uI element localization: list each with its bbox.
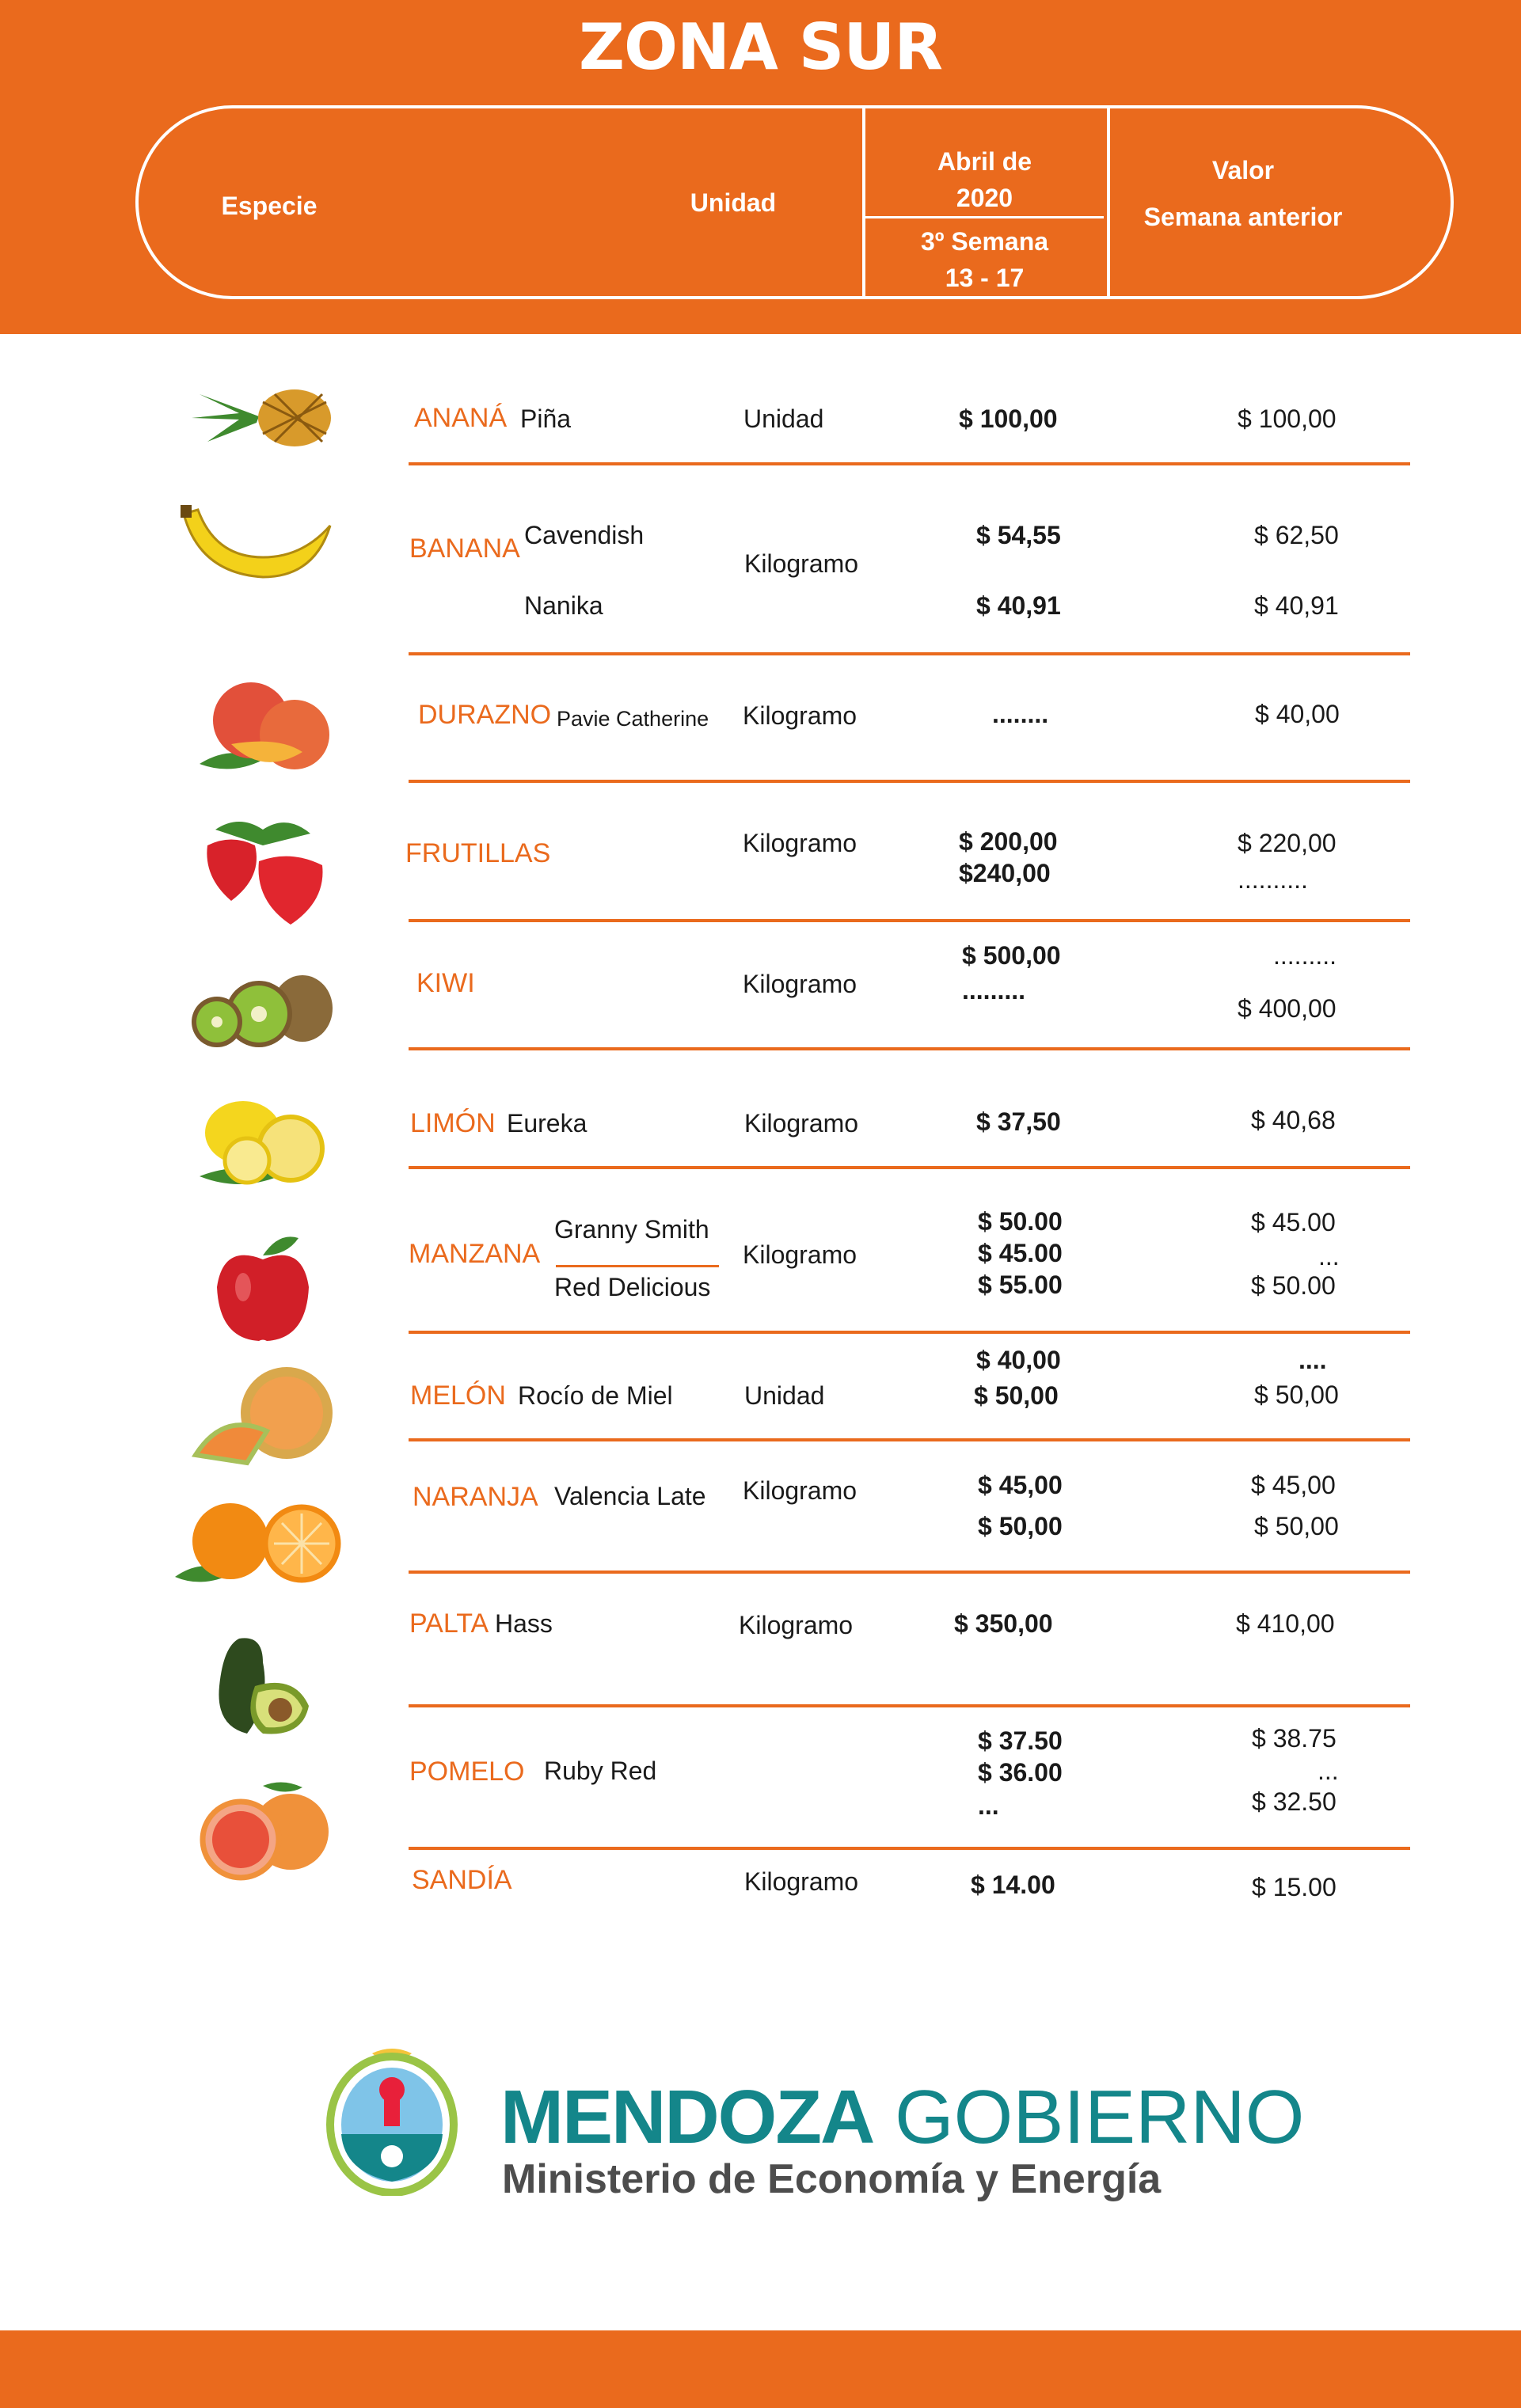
- previous-price: $ 45,00: [1251, 1471, 1336, 1499]
- species-name: ANANÁ: [414, 403, 508, 433]
- previous-price: ....: [1299, 1346, 1327, 1374]
- unit-value: Kilogramo: [744, 1109, 859, 1138]
- row-separator: [409, 1166, 1410, 1169]
- col-header-period-year: 2020: [956, 184, 1013, 212]
- melon-icon: [192, 1364, 342, 1467]
- avocado-icon: [207, 1631, 318, 1741]
- col-header-especie: Especie: [221, 192, 318, 220]
- current-price: $ 55.00: [978, 1270, 1063, 1299]
- coat-of-arms-icon: [325, 2045, 459, 2196]
- previous-price: $ 32.50: [1252, 1787, 1337, 1816]
- species-name: DURAZNO: [418, 700, 552, 730]
- variety-name: Cavendish: [524, 521, 645, 549]
- current-price: $ 40,00: [976, 1346, 1061, 1374]
- current-price: $ 37.50: [978, 1726, 1063, 1755]
- col-header-previous-sub: Semana anterior: [1143, 203, 1343, 231]
- previous-price: $ 100,00: [1238, 404, 1337, 433]
- current-price: $ 200,00: [959, 827, 1058, 856]
- previous-price: $ 50,00: [1254, 1512, 1339, 1540]
- grapefruit-icon: [192, 1778, 334, 1881]
- variety-divider: [556, 1265, 719, 1267]
- species-name: LIMÓN: [410, 1108, 496, 1138]
- apple-icon: [207, 1232, 318, 1346]
- ministry-name: Ministerio de Economía y Energía: [502, 2156, 1162, 2202]
- brand-name: [500, 2074, 1304, 2161]
- footer-band: [0, 2330, 1521, 2408]
- current-price: $ 100,00: [959, 404, 1058, 433]
- previous-price: ..........: [1238, 865, 1308, 894]
- species-name: KIWI: [416, 968, 475, 998]
- current-price: $ 50.00: [978, 1207, 1063, 1236]
- current-price: $ 54,55: [976, 521, 1061, 549]
- species-name: MELÓN: [410, 1381, 506, 1411]
- variety-name: Piña: [520, 404, 572, 433]
- current-price: ........: [992, 700, 1049, 728]
- current-price: $ 50,00: [974, 1381, 1059, 1410]
- previous-price: $ 40,91: [1254, 591, 1339, 620]
- col-header-week-days: 13 - 17: [945, 264, 1025, 292]
- species-name: BANANA: [409, 534, 520, 564]
- unit-value: Unidad: [744, 1381, 825, 1410]
- row-separator: [409, 1571, 1410, 1574]
- current-price: $ 350,00: [954, 1609, 1053, 1638]
- row-separator: [409, 462, 1410, 465]
- row-separator: [409, 1704, 1410, 1707]
- previous-price: ...: [1318, 1757, 1339, 1785]
- variety-name: Ruby Red: [544, 1757, 657, 1785]
- variety-name: Eureka: [507, 1109, 587, 1138]
- current-price: $ 36.00: [978, 1758, 1063, 1787]
- current-price: $ 14.00: [971, 1871, 1055, 1899]
- row-separator: [409, 1331, 1410, 1334]
- row-separator: [409, 919, 1410, 922]
- page-title: ZONA SUR: [579, 10, 942, 84]
- previous-price: $ 50,00: [1254, 1381, 1339, 1409]
- col-header-week: 3º Semana: [920, 227, 1049, 256]
- previous-price: $ 45.00: [1251, 1208, 1336, 1236]
- row-separator: [409, 780, 1410, 783]
- previous-price: $ 40,68: [1251, 1106, 1336, 1134]
- pineapple-icon: [184, 378, 334, 454]
- col-header-period-month: Abril de: [937, 147, 1032, 176]
- previous-price: .........: [1273, 941, 1337, 970]
- current-price: $ 45.00: [978, 1239, 1063, 1267]
- kiwi-icon: [184, 970, 334, 1050]
- orange-icon: [171, 1490, 345, 1593]
- unit-value: Kilogramo: [743, 970, 857, 998]
- variety-name: Rocío de Miel: [518, 1381, 673, 1410]
- unit-value: Kilogramo: [744, 549, 859, 578]
- col-header-previous: Valor: [1211, 156, 1275, 184]
- previous-price: ...: [1318, 1242, 1340, 1270]
- strawberry-icon: [184, 814, 342, 932]
- current-price: .........: [962, 976, 1026, 1005]
- current-price: ...: [978, 1791, 999, 1820]
- unit-value: Kilogramo: [743, 701, 857, 730]
- current-price: $ 45,00: [978, 1471, 1063, 1499]
- variety-name: Nanika: [524, 591, 603, 620]
- current-price: $240,00: [959, 859, 1051, 887]
- brand-name-light: GOBIERNO: [894, 2075, 1305, 2159]
- previous-price: $ 220,00: [1238, 829, 1337, 857]
- variety-name: Pavie Catherine: [557, 707, 709, 731]
- previous-price: $ 15.00: [1252, 1873, 1337, 1901]
- species-name: PALTA: [409, 1608, 489, 1639]
- col-header-unidad: Unidad: [690, 188, 777, 217]
- current-price: $ 500,00: [962, 941, 1061, 970]
- previous-price: $ 410,00: [1236, 1609, 1335, 1638]
- unit-value: Kilogramo: [744, 1867, 859, 1896]
- unit-value: Kilogramo: [743, 1240, 857, 1269]
- species-name: NARANJA: [413, 1482, 538, 1512]
- row-separator: [409, 1847, 1410, 1850]
- variety-name: Valencia Late: [554, 1482, 706, 1510]
- unit-value: Kilogramo: [743, 1476, 857, 1505]
- unit-value: Kilogramo: [743, 829, 857, 857]
- previous-price: $ 400,00: [1238, 994, 1337, 1023]
- variety-name: Hass: [495, 1609, 553, 1638]
- previous-price: $ 50.00: [1251, 1271, 1336, 1300]
- species-name: MANZANA: [409, 1239, 541, 1269]
- lemon-icon: [184, 1089, 334, 1192]
- current-price: $ 50,00: [978, 1512, 1063, 1540]
- peach-icon: [184, 665, 342, 780]
- row-separator: [409, 1438, 1410, 1441]
- variety-name: Red Delicious: [554, 1273, 711, 1301]
- species-name: FRUTILLAS: [405, 838, 551, 868]
- header-divider: [865, 216, 1104, 218]
- species-name: SANDÍA: [412, 1865, 512, 1895]
- previous-price: $ 62,50: [1254, 521, 1339, 549]
- unit-value: Unidad: [743, 404, 824, 433]
- current-price: $ 40,91: [976, 591, 1061, 620]
- brand-name-strong: MENDOZA: [500, 2075, 874, 2159]
- banana-icon: [176, 502, 334, 589]
- row-separator: [409, 652, 1410, 655]
- species-name: POMELO: [409, 1757, 525, 1787]
- current-price: $ 37,50: [976, 1107, 1061, 1136]
- variety-name: Granny Smith: [554, 1215, 709, 1244]
- previous-price: $ 38.75: [1252, 1724, 1337, 1753]
- row-separator: [409, 1047, 1410, 1050]
- unit-value: Kilogramo: [739, 1611, 854, 1639]
- previous-price: $ 40,00: [1255, 700, 1340, 728]
